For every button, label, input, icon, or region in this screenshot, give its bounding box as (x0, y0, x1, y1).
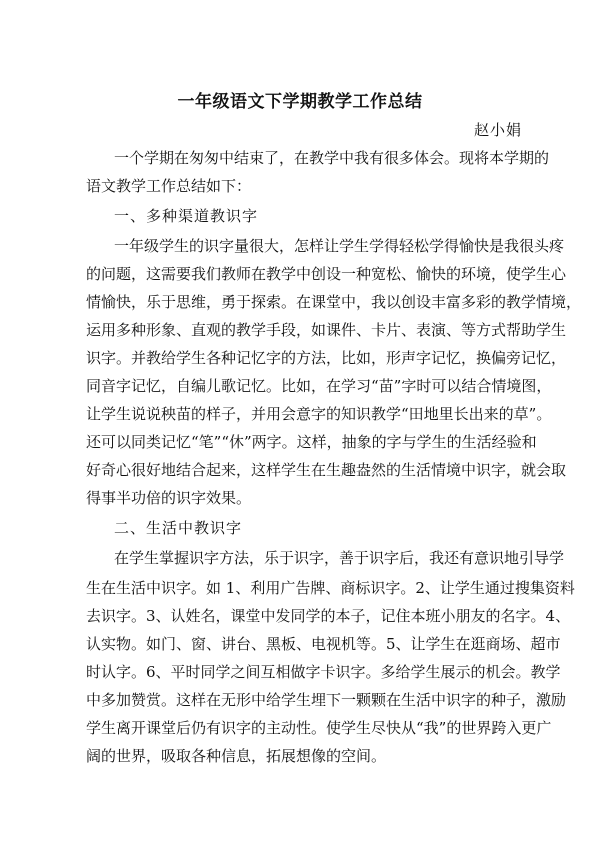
section-2-line-3: 去识字。3、认姓名，课堂中发同学的本子，记住本班小朋友的名字。4、 (86, 607, 571, 625)
section-2-line-7: 学生离开课堂后仍有识字的主动性。使学生尽快从“我”的世界跨入更广 (86, 719, 552, 737)
section-1-line-9: 好奇心很好地结合起来，这样学生在生趣盎然的生活情境中识字，就会取 (86, 461, 567, 479)
section-1-line-10: 得事半功倍的识字效果。 (86, 489, 252, 507)
intro-line-1: 一个学期在匆匆中结束了，在教学中我有很多体会。现将本学期的 (114, 149, 550, 167)
section-2-line-2: 生在生活中识字。如 1、利用广告牌、商标识字。2、让学生通过搜集资料 (86, 579, 575, 597)
section-2-line-6: 中多加赞赏。这样在无形中给学生埋下一颗颗在生活中识字的种子，激励 (86, 691, 567, 709)
section-2-line-8: 阔的世界，吸取各种信息，拓展想像的空间。 (86, 747, 387, 765)
section-1-line-4: 运用多种形象、直观的教学手段，如课件、卡片、表演、等方式帮助学生 (86, 321, 567, 339)
section-1-line-6: 同音字记忆，自编儿歌记忆。比如，在学习“苗”字时可以结合情境图， (86, 377, 552, 395)
section-1-line-8: 还可以同类记忆“笔”“休”两字。这样，抽象的字与学生的生活经验和 (86, 433, 537, 451)
document-title: 一年级语文下学期教学工作总结 (177, 92, 423, 112)
document-author: 赵小娟 (474, 121, 523, 139)
section-1-line-3: 情愉快，乐于思维，勇于探索。在课堂中，我以创设丰富多彩的教学情境， (86, 293, 582, 311)
section-2-line-5: 时认字。6、平时同学之间互相做字卡识字。多给学生展示的机会。教学 (86, 663, 561, 681)
section-2-line-1: 在学生掌握识字方法，乐于识字，善于识字后，我还有意识地引导学 (114, 549, 565, 567)
section-1-line-5: 识字。并教给学生各种记忆字的方法，比如，形声字记忆，换偏旁记忆， (86, 349, 567, 367)
section-1-heading: 一、多种渠道教识字 (114, 207, 259, 225)
section-1-line-2: 的问题，这需要我们教师在教学中创设一种宽松、愉快的环境，使学生心 (86, 265, 567, 283)
intro-line-2: 语文教学工作总结如下： (86, 177, 252, 195)
section-2-heading: 二、生活中教识字 (114, 519, 243, 537)
section-1-line-1: 一年级学生的识字量很大，怎样让学生学得轻松学得愉快是我很头疼 (114, 237, 565, 255)
section-2-line-4: 认实物。如门、窗、讲台、黑板、电视机等。5、让学生在逛商场、超市 (86, 635, 561, 653)
section-1-line-7: 让学生说说秧苗的样子，并用会意字的知识教学“田地里长出来的草”。 (86, 405, 552, 423)
